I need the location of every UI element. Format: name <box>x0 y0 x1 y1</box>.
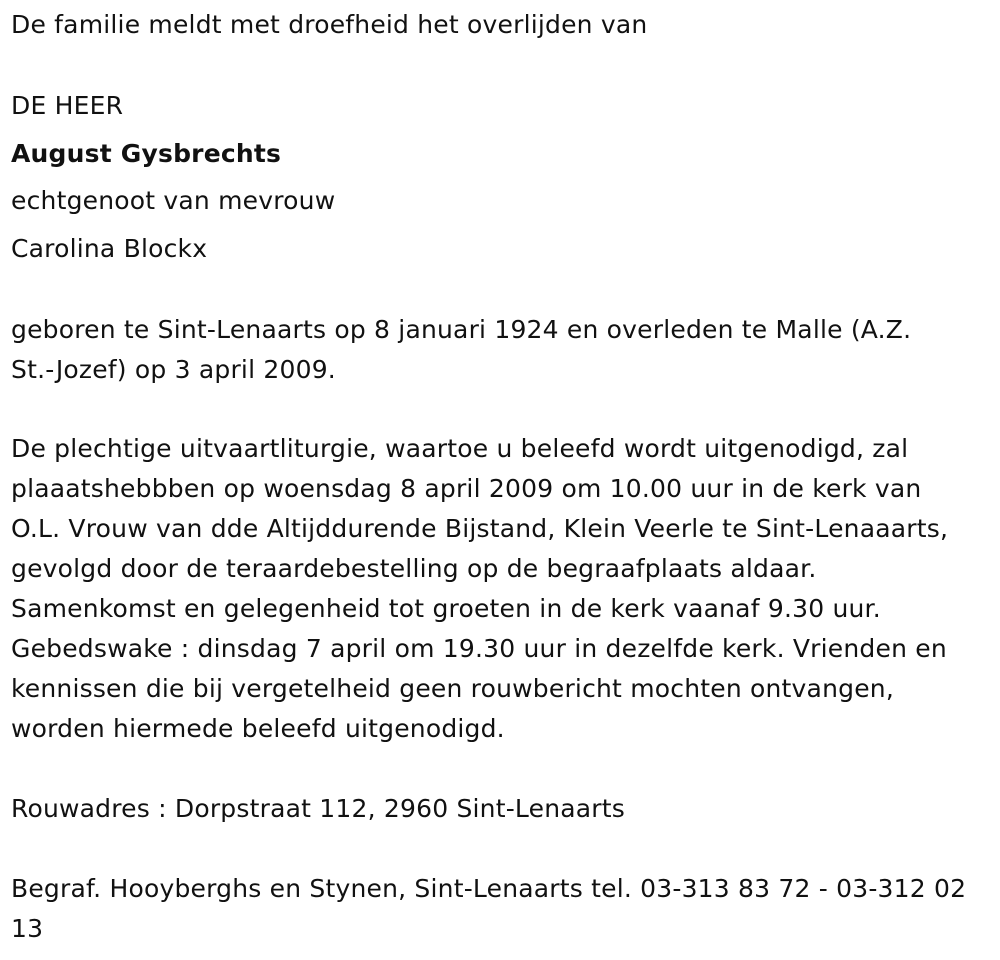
ceremony-paragraph <box>11 429 996 749</box>
ceremony-line: gevolgd door de teraardebestelling op de begraafplaats aldaar. <box>11 554 817 583</box>
ceremony-line: De plechtige uitvaartliturgie, waartoe u beleefd wordt uitgenodigd, zal <box>11 434 909 463</box>
ceremony-line: Gebedswake : dinsdag 7 april om 19.30 uur in dezelfde kerk. Vrienden en <box>11 634 947 663</box>
ceremony-line: worden hiermede beleefd uitgenodigd. <box>11 714 505 743</box>
birth-death-line: geboren te Sint-Lenaarts op 8 januari 1924 en overleden te Malle (A.Z. <box>11 315 912 344</box>
ceremony-line: kennissen die bij vergetelheid geen rouwbericht mochten ontvangen, <box>11 674 894 703</box>
deceased-name: August Gysbrechts <box>11 139 282 168</box>
spouse-label: echtgenoot van mevrouw <box>11 186 336 215</box>
funeral-home-paragraph <box>11 869 996 949</box>
intro-text: De familie meldt met droefheid het overlijden van <box>11 10 648 39</box>
spouse-name: Carolina Blockx <box>11 234 208 263</box>
birth-death-paragraph <box>11 310 996 390</box>
birth-death-line: St.-Jozef) op 3 april 2009. <box>11 355 336 384</box>
honorific: DE HEER <box>11 91 124 120</box>
funeral-home-line: 13 <box>11 914 44 943</box>
ceremony-line: Samenkomst en gelegenheid tot groeten in de kerk vaanaf 9.30 uur. <box>11 594 881 623</box>
mourning-address: Rouwadres : Dorpstraat 112, 2960 Sint-Lenaarts <box>11 794 625 823</box>
ceremony-line: plaaatshebbben op woensdag 8 april 2009 om 10.00 uur in de kerk van <box>11 474 922 503</box>
ceremony-line: O.L. Vrouw van dde Altijddurende Bijstand, Klein Veerle te Sint-Lenaaarts, <box>11 514 949 543</box>
funeral-home-line: Begraf. Hooyberghs en Stynen, Sint-Lenaarts tel. 03-313 83 72 - 03-312 02 <box>11 874 967 903</box>
